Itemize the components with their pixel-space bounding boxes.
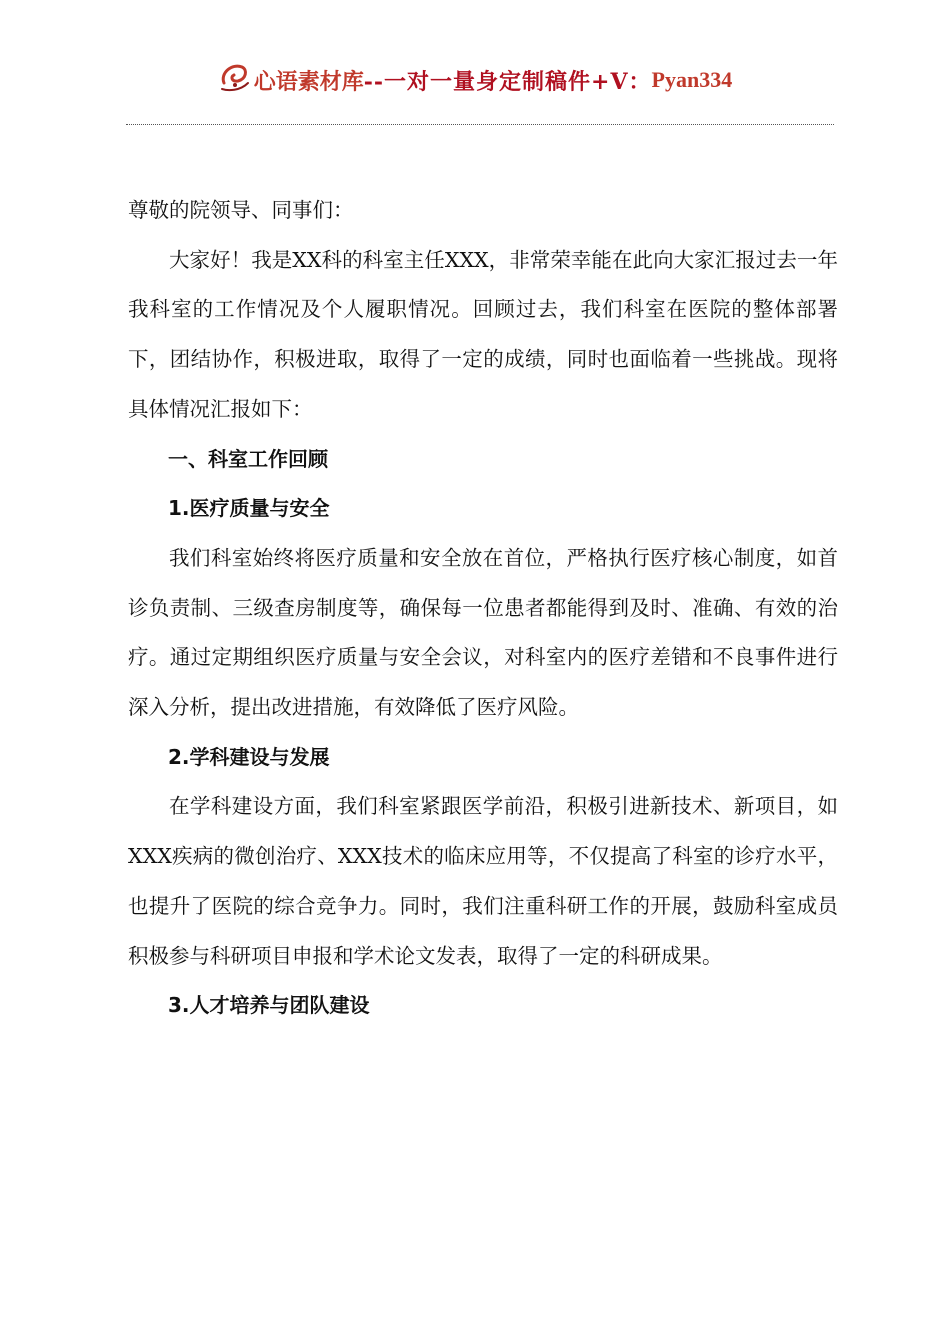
subsection-paragraph-1: 我们科室始终将医疗质量和安全放在首位，严格执行医疗核心制度，如首诊负责制、三级查房制度等，确保每一位患者都能得到及时、准确、有效的治疗。通过定期组织医疗质量与安全会议，对科室内的医疗差错和不良事件进行深入分析，提出改进措施，有效降低了医疗风险。 (128, 545, 838, 720)
page-header (0, 60, 950, 100)
subsection-heading-3: 3.人才培养与团队建设 (168, 993, 370, 1018)
document-body (128, 186, 838, 1031)
brand-name: 心语素材库 (253, 68, 364, 95)
subsection-paragraph-2: 在学科建设方面，我们科室紧跟医学前沿，积极引进新技术、新项目，如XXX疾病的微创治疗、XXX技术的临床应用等，不仅提高了科室的诊疗水平，也提升了医院的综合竞争力。同时，我们注重科研工作的开展，鼓励科室成员积极参与科研项目申报和学术论文发表，取得了一定的科研成果。 (128, 794, 838, 968)
contact-id: Pyan334 (651, 67, 733, 92)
header-divider (126, 124, 834, 125)
subsection-heading-1: 1.医疗质量与安全 (168, 496, 330, 521)
section-heading-1: 一、科室工作回顾 (168, 446, 328, 471)
intro-paragraph: 大家好！我是XX科的科室主任XXX，非常荣幸能在此向大家汇报过去一年我科室的工作情况及个人履职情况。回顾过去，我们科室在医院的整体部署下，团结协作，积极进取，取得了一定的成绩，同时也面临着一些挑战。现将具体情况汇报如下： (128, 247, 838, 421)
subsection-heading-2: 2.学科建设与发展 (168, 744, 330, 769)
logo-swirl-icon (218, 61, 252, 95)
salutation: 尊敬的院领导、同事们： (128, 198, 354, 222)
header-tagline: --一对一量身定制稿件+V： (363, 68, 652, 95)
